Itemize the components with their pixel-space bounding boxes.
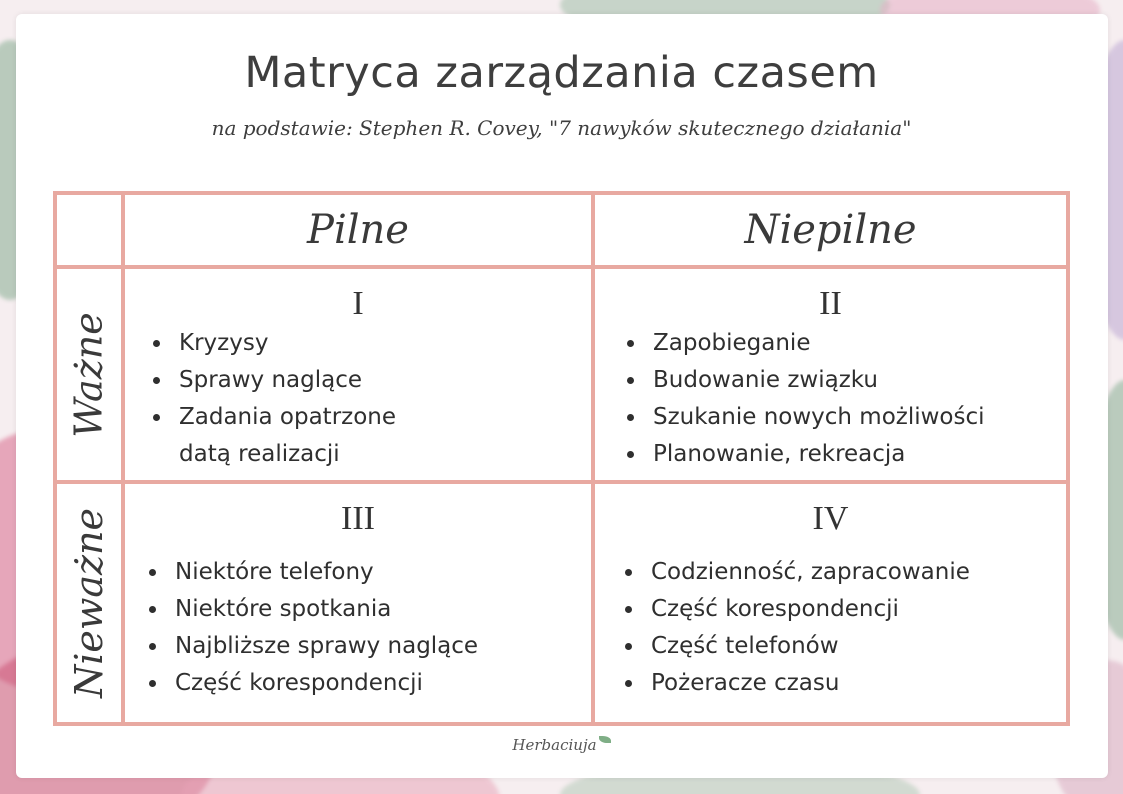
- quadrant-number: II: [819, 285, 842, 322]
- list-item: • Codzienność, zapracowanie: [645, 554, 1065, 591]
- quadrant-1: [125, 269, 595, 484]
- quadrant-list: [147, 554, 589, 702]
- quadrant-list: [151, 325, 573, 473]
- quadrant-number: III: [341, 500, 375, 537]
- list-item: • Budowanie związku: [647, 362, 1067, 399]
- quadrant-2: [595, 269, 1066, 484]
- quadrant-number: I: [352, 285, 364, 322]
- row-header-not-important: [57, 484, 125, 722]
- page-subtitle: na podstawie: Stephen R. Covey, "7 nawyków skutecznego działania": [211, 116, 912, 140]
- leaf-icon: [599, 736, 611, 743]
- quadrant-list: [625, 325, 1067, 473]
- corner-cell: [57, 195, 125, 269]
- row-label-not-important: Nieważne: [67, 507, 111, 699]
- list-item: • Niektóre telefony: [169, 554, 589, 591]
- list-item: • Kryzysy: [173, 325, 573, 362]
- list-item: • Część telefonów: [645, 628, 1065, 665]
- row-label-important: Ważne: [67, 311, 111, 438]
- row-header-important: [57, 269, 125, 484]
- list-item: • Sprawy naglące: [173, 362, 573, 399]
- list-item: • Niektóre spotkania: [169, 591, 589, 628]
- list-item: • Planowanie, rekreacja: [647, 436, 1067, 473]
- list-item: • Najbliższe sprawy naglące: [169, 628, 589, 665]
- list-item: • Część korespondencji: [169, 665, 589, 702]
- quadrant-3: [125, 484, 595, 722]
- list-item: • Pożeracze czasu: [645, 665, 1065, 702]
- quadrant-number: IV: [812, 500, 849, 537]
- time-management-matrix: [53, 191, 1070, 726]
- list-item: • Część korespondencji: [645, 591, 1065, 628]
- quadrant-4: [595, 484, 1066, 722]
- column-header-not-urgent: Niepilne: [595, 195, 1066, 269]
- list-item: • Szukanie nowych możliwości: [647, 399, 1067, 436]
- list-item: • Zapobieganie: [647, 325, 1067, 362]
- page-title: Matryca zarządzania czasem: [244, 48, 879, 98]
- brand-logo-text: Herbaciuja: [512, 736, 597, 754]
- list-item: • Zadania opatrzone datą realizacji: [173, 399, 449, 473]
- column-header-urgent: Pilne: [125, 195, 595, 269]
- brand-logo: [0, 736, 1123, 754]
- quadrant-list: [623, 554, 1065, 702]
